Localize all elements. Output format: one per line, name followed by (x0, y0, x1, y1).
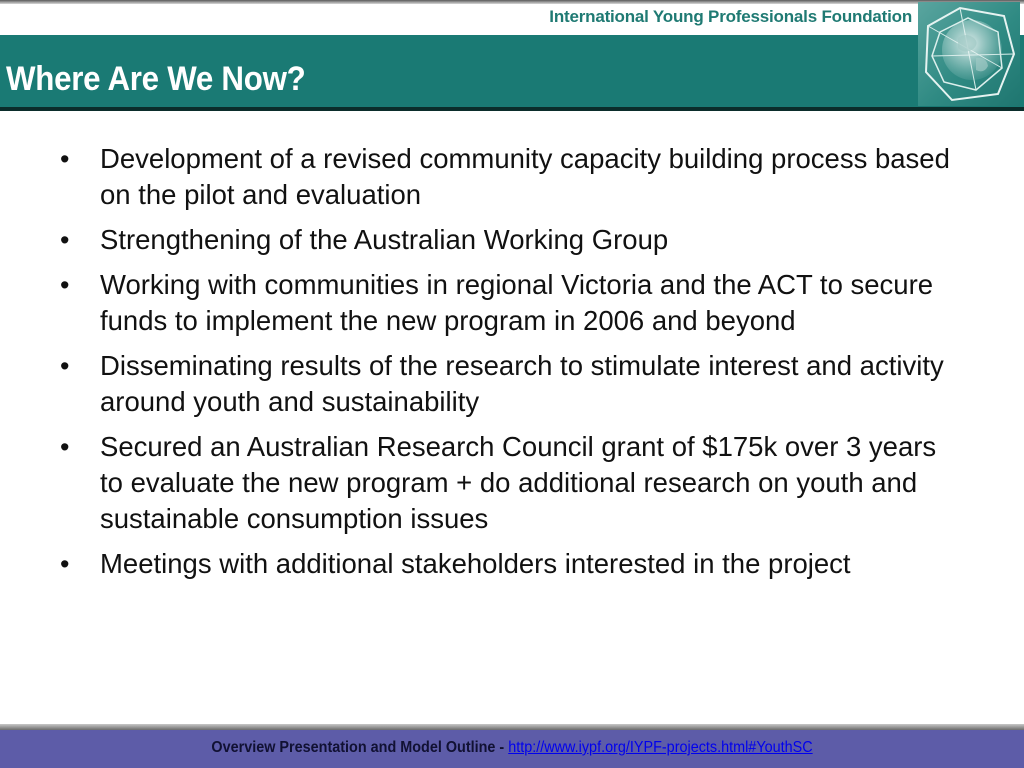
bullet-text: Working with communities in regional Victoria and the ACT to secure funds to implement the new program in 2006 and beyond (100, 269, 934, 336)
list-item (56, 222, 956, 258)
list-item (56, 348, 956, 420)
bullet-text: Meetings with additional stakeholders interested in the project (100, 548, 851, 579)
slide-title: Where Are We Now? (6, 60, 306, 98)
bullet-icon: • (60, 351, 70, 381)
slide-header (0, 0, 1024, 111)
bullet-icon: • (60, 270, 70, 300)
content-area (56, 141, 956, 591)
list-item (56, 267, 956, 339)
slide-footer (0, 730, 1024, 768)
globe-icon (918, 2, 1020, 106)
bullet-icon: • (60, 432, 70, 462)
footer-caption (51, 739, 973, 757)
bullet-icon: • (60, 144, 70, 174)
bullet-text: Disseminating results of the research to stimulate interest and activity around youth and sustainability (100, 350, 944, 417)
bullet-text: Development of a revised community capacity building process based on the pilot and evaluation (100, 143, 950, 210)
footer-prefix: Overview Presentation and Model Outline - (211, 739, 509, 756)
list-item (56, 141, 956, 213)
bullet-text: Secured an Australian Research Council grant of $175k over 3 years to evaluate the new program + do additional research on youth and sustainable consumption issues (100, 431, 937, 534)
bullet-icon: • (60, 225, 70, 255)
list-item (56, 546, 956, 582)
list-item (56, 429, 956, 537)
top-rule (0, 0, 1024, 4)
bullet-icon: • (60, 549, 70, 579)
bullet-list (56, 141, 956, 582)
footer-link[interactable]: http://www.iypf.org/IYPF-projects.html#YouthSC (508, 739, 813, 756)
bullet-text: Strengthening of the Australian Working Group (100, 224, 669, 255)
organization-name: International Young Professionals Foundation (549, 7, 912, 26)
